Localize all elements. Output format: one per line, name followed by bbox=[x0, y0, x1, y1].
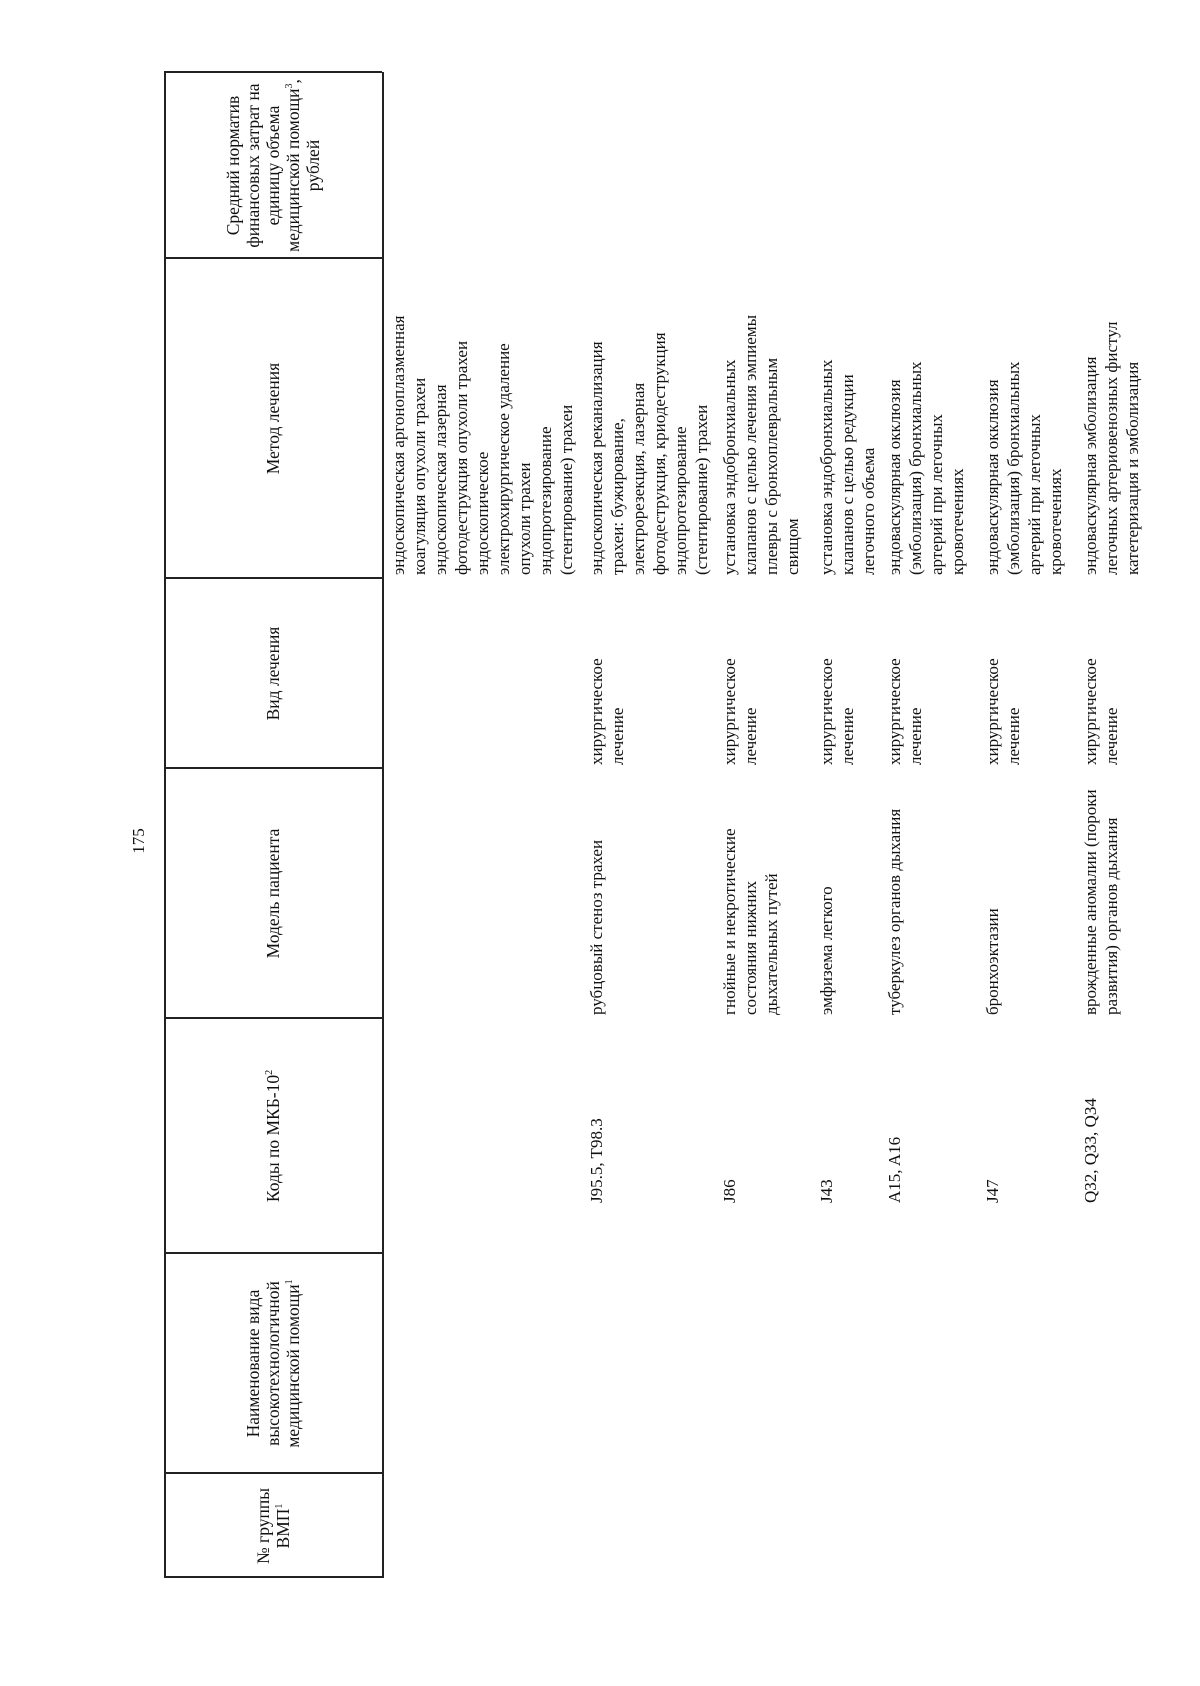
row-5-model: бронхоэктазии bbox=[983, 908, 1002, 1015]
row-3-method: установка эндобронхиальных клапанов с целью редукции легочного объема bbox=[817, 359, 878, 575]
header-group-number: № группы ВМП$^1$ bbox=[253, 1488, 293, 1565]
row-3-model: эмфизема легкого bbox=[817, 886, 836, 1015]
row-6-method: эндоваскулярная эмболизация легочных артериовенозных фистул катетеризация и эмболизация bbox=[1081, 321, 1142, 575]
row-1-model: рубцовый стеноз трахеи bbox=[587, 839, 606, 1015]
row-6-model: врожденные аномалии (пороки развития) органов дыхания bbox=[1081, 789, 1121, 1015]
row-6-kind: хирургическое лечение bbox=[1081, 658, 1121, 765]
row-4-model: туберкулез органов дыхания bbox=[885, 808, 904, 1015]
row-3-codes: J43 bbox=[817, 1179, 836, 1203]
row-4-method: эндоваскулярная окклюзия (эмболизация) бронхиальных артерий при легочных кровотечениях bbox=[885, 361, 967, 575]
row-1-method: эндоскопическая реканализация трахеи: бужирование, электрорезекция, лазерная фотодеструкция, криодеструкция эндопротезирование (стентирование) трахеи bbox=[587, 332, 711, 575]
header-vmp-name: Наименование вида высокотехнологичной медицинской помощи$^1$ bbox=[243, 1279, 303, 1448]
row-4-kind: хирургическое лечение bbox=[885, 658, 925, 765]
header-icd-codes: Коды по МКБ-$10^2$ bbox=[263, 1069, 283, 1203]
header-patient-model: Модель пациента bbox=[263, 828, 283, 959]
row-2-model: гнойные и некротические состояния нижних дыхательных путей bbox=[720, 828, 781, 1015]
row-0-method: эндоскопическая аргоноплазменная коагуляция опухоли трахеи эндоскопическая лазерная фотодеструкция опухоли трахеи эндоскопическое электрохирургическое удаление опухоли трахеи эндопротезирование (стентирование) трахеи bbox=[389, 315, 576, 575]
row-5-method: эндоваскулярная окклюзия (эмболизация) бронхиальных артерий при легочных кровотечениях bbox=[983, 361, 1065, 575]
row-1-kind: хирургическое лечение bbox=[587, 658, 627, 765]
row-1-codes: J95.5, T98.3 bbox=[587, 1118, 606, 1203]
row-2-method: установка эндобронхиальных клапанов с целью лечения эмпиемы плевры с бронхоплевральным свищом bbox=[720, 315, 802, 575]
row-4-codes: A15, A16 bbox=[885, 1136, 904, 1203]
row-5-kind: хирургическое лечение bbox=[983, 658, 1023, 765]
row-6-codes: Q32, Q33, Q34 bbox=[1081, 1098, 1100, 1203]
row-2-codes: J86 bbox=[720, 1179, 739, 1203]
header-cost-norm: Средний норматив финансовых затрат на единицу объема медицинской помощи$^3$, рублей bbox=[223, 79, 323, 252]
header-treatment-kind: Вид лечения bbox=[263, 626, 283, 721]
header-bottom-border bbox=[382, 72, 384, 1578]
row-2-kind: хирургическое лечение bbox=[720, 658, 760, 765]
header-treatment-method: Метод лечения bbox=[263, 362, 283, 475]
row-3-kind: хирургическое лечение bbox=[817, 658, 857, 765]
landscape-table bbox=[164, 72, 1200, 1578]
page-number: 175 bbox=[129, 828, 148, 854]
row-5-codes: J47 bbox=[983, 1179, 1002, 1203]
